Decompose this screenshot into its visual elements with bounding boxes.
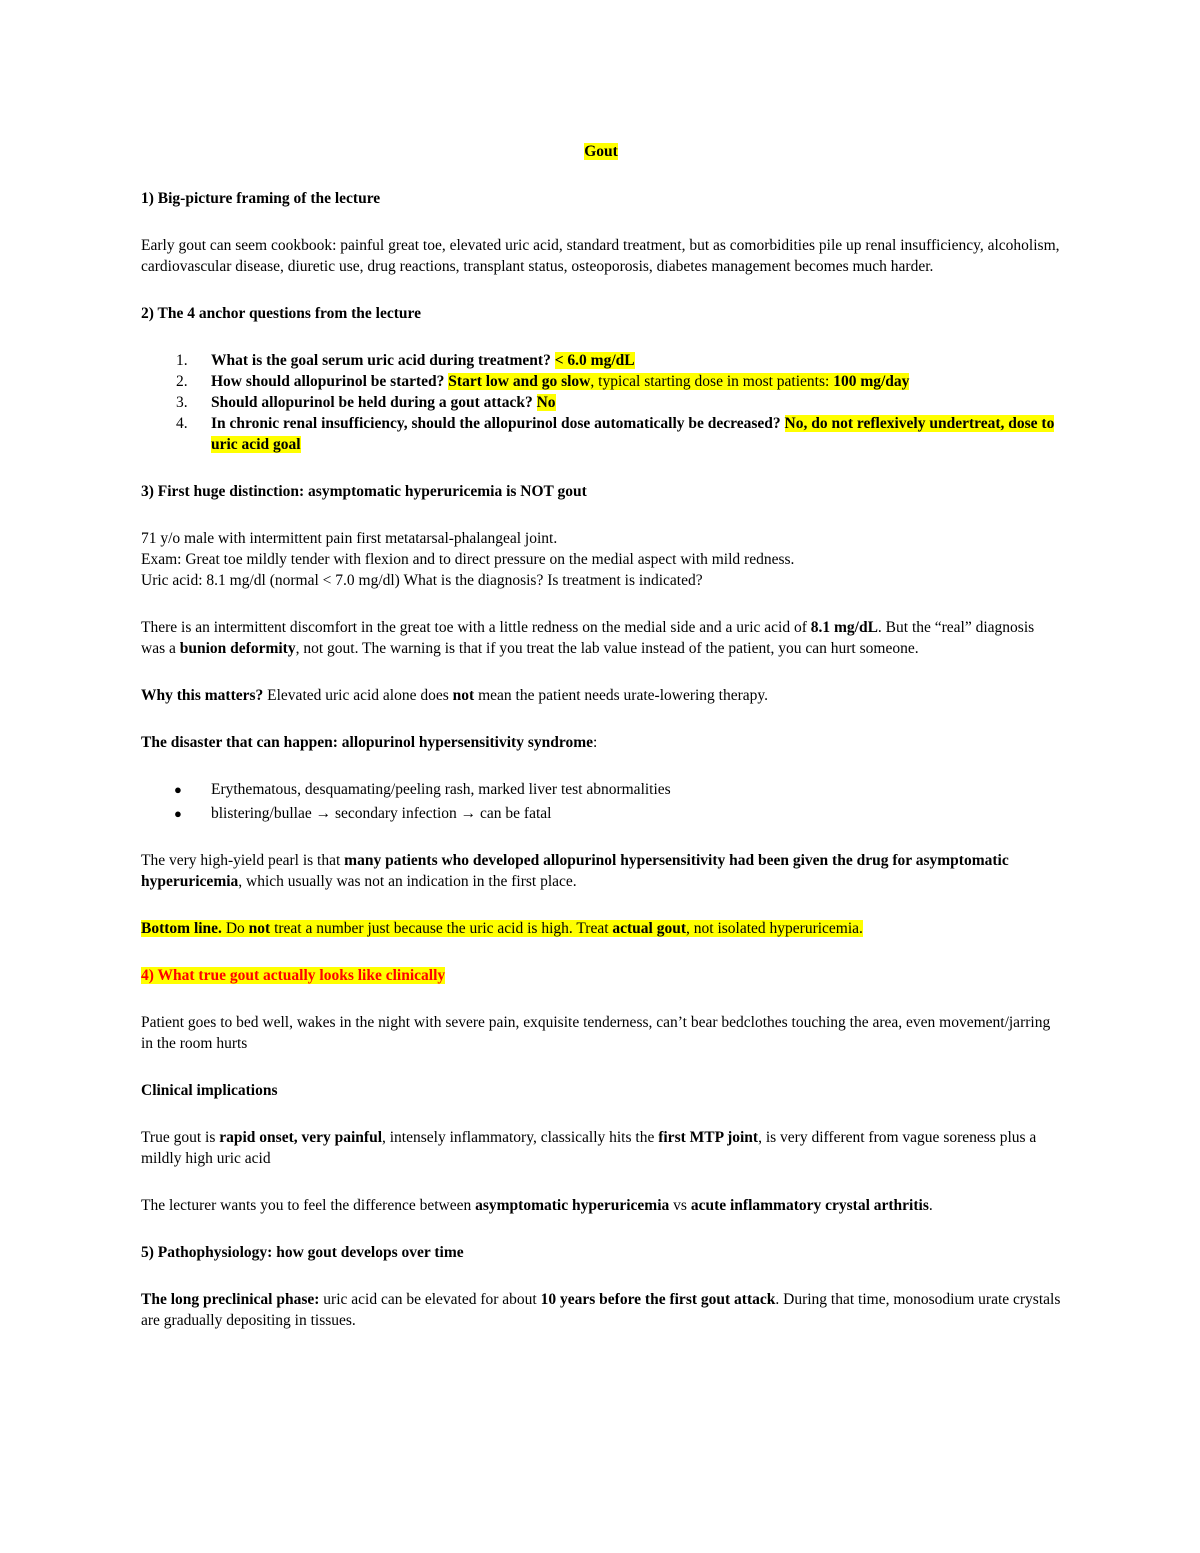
list-item: 3. Should allopurinol be held during a gout attack? No <box>176 394 556 411</box>
document-title: Gout <box>584 143 618 160</box>
case-description: 71 y/o male with intermittent pain first metatarsal-phalangeal joint. Exam: Great toe mildly tender with flexion and to direct pressure on the medial aspect with mild redness. Uric acid: 8.1 mg/dl (normal < 7.0 mg/dl) What is the diagnosis? Is treatment is indicated? <box>141 530 795 589</box>
section-1-body: Early gout can seem cookbook: painful great toe, elevated uric acid, standard treatment, but as comorbidities pile up renal insufficiency, alcoholism, cardiovascular disease, diuretic use, drug reactions, transplant status, osteoporosis, diabetes management becomes much harder. <box>141 237 1060 275</box>
section-4-body: Patient goes to bed well, wakes in the night with severe pain, exquisite tenderness, can’t bear bedclothes touching the area, even movement/jarring in the room hurts <box>141 1014 1051 1052</box>
disaster-heading: The disaster that can happen: allopurinol hypersensitivity syndrome: <box>141 734 598 751</box>
bottom-line: Bottom line. Do not treat a number just because the uric acid is high. Treat actual gout, not isolated hyperuricemia. <box>141 920 863 937</box>
pearl-paragraph: The very high-yield pearl is that many patients who developed allopurinol hypersensitivity had been given the drug for asymptomatic hyperuricemia, which usually was not an indication in the first place. <box>141 852 1009 890</box>
section-1-heading: 1) Big-picture framing of the lecture <box>141 190 381 207</box>
document-body <box>141 141 1061 1357</box>
case-discussion: There is an intermittent discomfort in the great toe with a little redness on the medial side and a uric acid of 8.1 mg/dL. But the “real” diagnosis was a bunion deformity, not gout. The warning is that if you treat the lab value instead of the patient, you can hurt someone. <box>141 619 1035 657</box>
lecturer-note: The lecturer wants you to feel the difference between asymptomatic hyperuricemia vs acute inflammatory crystal arthritis. <box>141 1197 933 1214</box>
anchor-questions-list <box>141 350 1061 455</box>
list-item: 2. How should allopurinol be started? Start low and go slow, typical starting dose in most patients: 100 mg/day <box>176 373 910 390</box>
section-3-heading: 3) First huge distinction: asymptomatic hyperuricemia is NOT gout <box>141 483 587 500</box>
section-2-heading: 2) The 4 anchor questions from the lecture <box>141 305 421 322</box>
bullet-icon: ● <box>174 806 182 821</box>
bullet-icon: ● <box>174 782 182 797</box>
section-5-heading: 5) Pathophysiology: how gout develops over time <box>141 1244 464 1261</box>
list-item: 1. What is the goal serum uric acid during treatment? < 6.0 mg/dL <box>176 352 635 369</box>
list-item: ● blistering/bullae → secondary infection → can be fatal <box>174 805 552 822</box>
list-item: ● Erythematous, desquamating/peeling rash, marked liver test abnormalities <box>174 781 671 798</box>
section-5-body: The long preclinical phase: uric acid can be elevated for about 10 years before the first gout attack. During that time, monosodium urate crystals are gradually depositing in tissues. <box>141 1291 1061 1329</box>
clinical-implications-heading: Clinical implications <box>141 1082 278 1099</box>
why-matters: Why this matters? Elevated uric acid alone does not mean the patient needs urate-lowering therapy. <box>141 687 769 704</box>
section-4-heading: 4) What true gout actually looks like clinically <box>141 967 446 984</box>
hypersensitivity-list <box>141 779 1061 824</box>
clinical-implications-body: True gout is rapid onset, very painful, intensely inflammatory, classically hits the first MTP joint, is very different from vague soreness plus a mildly high uric acid <box>141 1129 1037 1167</box>
list-item: 4. In chronic renal insufficiency, should the allopurinol dose automatically be decreased? No, do not reflexively undertreat, dose to uric acid goal <box>176 415 1055 453</box>
